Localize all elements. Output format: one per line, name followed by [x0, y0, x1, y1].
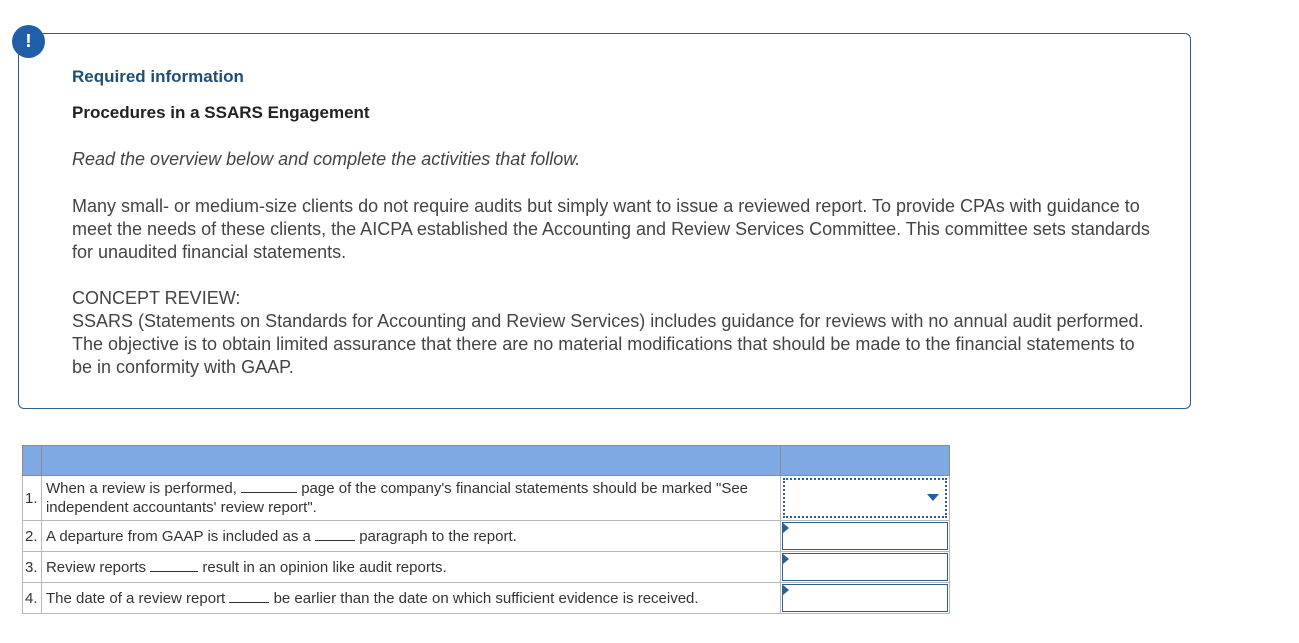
question-text: A departure from GAAP is included as a paragraph to the report. — [41, 521, 780, 552]
panel-subtitle: Procedures in a SSARS Engagement — [72, 103, 370, 122]
flag-icon — [783, 523, 789, 533]
answer-4-input[interactable] — [783, 585, 947, 611]
table-row — [23, 583, 950, 614]
overview-paragraph: Many small- or medium-size clients do not require audits but simply want to issue a reviewed report. To provide CPAs with guidance to meet the needs of these clients, the AICPA established the Accounting and Review Services Committee. This committee sets standards for unaudited financial statements. — [72, 196, 1150, 262]
question-number: 1. — [23, 476, 42, 521]
blank-line — [229, 589, 269, 603]
question-number: 4. — [23, 583, 42, 614]
answer-1-dropdown[interactable] — [783, 478, 947, 518]
table-row — [23, 521, 950, 552]
table-row — [23, 552, 950, 583]
blank-line — [315, 527, 355, 541]
question-text: The date of a review report be earlier than the date on which sufficient evidence is received. — [41, 583, 780, 614]
question-number: 2. — [23, 521, 42, 552]
answer-4-field[interactable] — [782, 584, 948, 612]
flag-icon — [783, 554, 789, 564]
question-text: Review reports result in an opinion like audit reports. — [41, 552, 780, 583]
answer-2-input[interactable] — [783, 523, 947, 549]
concept-review — [72, 287, 1152, 379]
intro-text: Read the overview below and complete the activities that follow. — [72, 149, 581, 169]
question-text: When a review is performed, page of the company's financial statements should be marked "See independent accountants' review report". — [41, 476, 780, 521]
answer-3-field[interactable] — [782, 553, 948, 581]
panel-title: Required information — [72, 67, 244, 86]
concept-review-text: SSARS (Statements on Standards for Accounting and Review Services) includes guidance for reviews with no annual audit performed. The objective is to obtain limited assurance that there are no material modifications that should be made to the financial statements to be in conformity with GAAP. — [72, 311, 1144, 377]
table-header-row — [23, 446, 950, 476]
concept-review-heading: CONCEPT REVIEW: — [72, 288, 241, 308]
answer-2-field[interactable] — [782, 522, 948, 550]
flag-icon — [783, 585, 789, 595]
chevron-down-icon[interactable] — [927, 494, 939, 501]
blank-line — [241, 479, 297, 493]
alert-icon: ! — [12, 25, 45, 58]
question-number: 3. — [23, 552, 42, 583]
answer-3-input[interactable] — [783, 554, 947, 580]
table-row — [23, 476, 950, 521]
required-information-panel — [18, 33, 1191, 409]
questions-table — [22, 445, 950, 614]
blank-line — [150, 558, 198, 572]
